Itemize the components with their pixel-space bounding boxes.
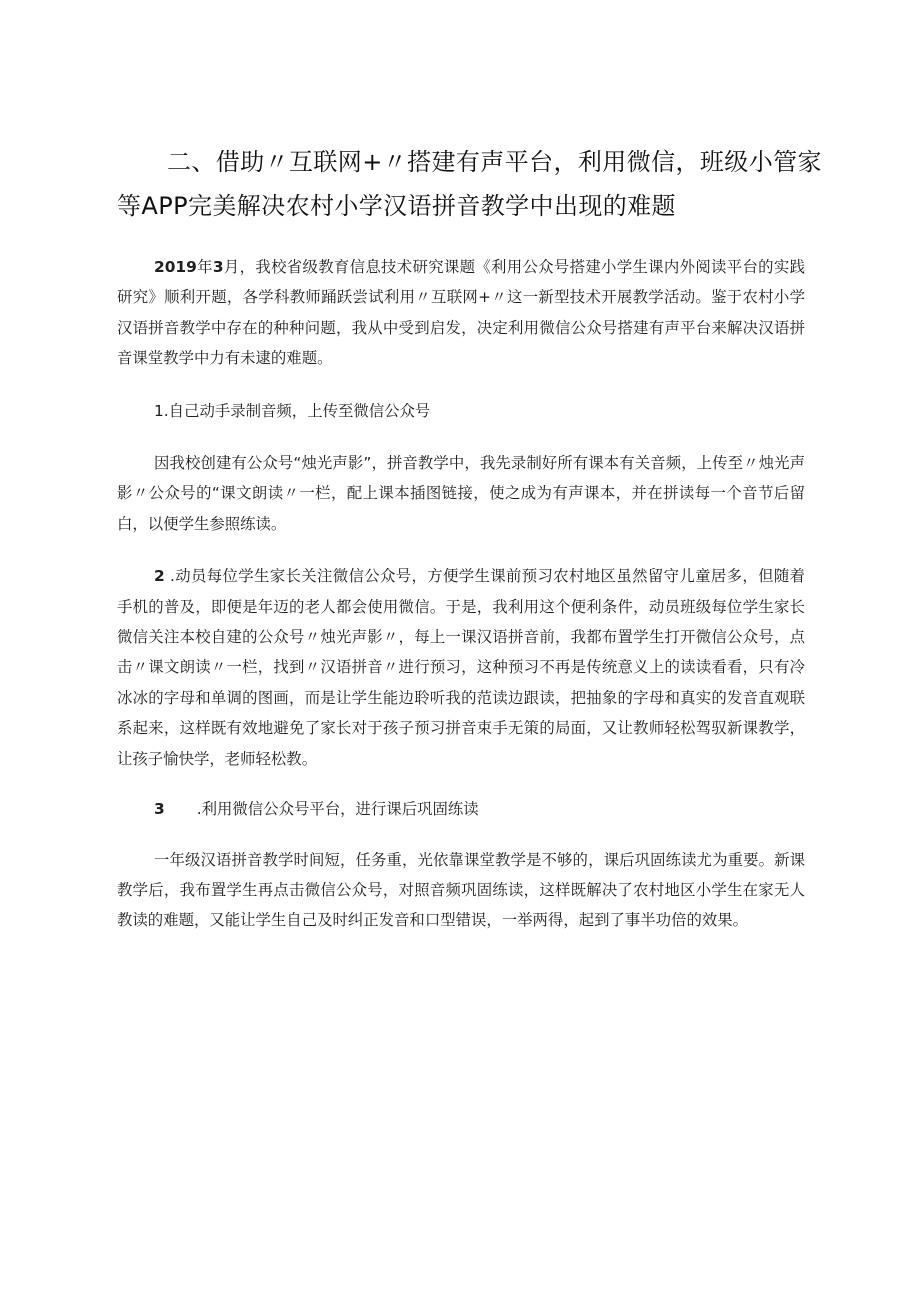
intro-text: 月，我校省级教育信息技术研究课题《利用公众号搭建小学生课内外阅读平台的实践研究》顺利开题，各学科教师踊跃尝试利用〃互联网+〃这一新型技术开展教学活动。鉴于农村小学汉语拼音教学中存在的种种问题，我从中受到启发，决定利用微信公众号搭建有声平台来解决汉语拼音课堂教学中力有未逮的难题。 (117, 258, 805, 368)
section-2-text: .动员每位学生家长关注微信公众号，方便学生课前预习农村地区虽然留守儿童居多，但随着手机的普及，即便是年迈的老人都会使用微信。于是，我利用这个便利条件，动员班级每位学生家长微信关注本校自建的公众号〃烛光声影〃，每上一课汉语拼音前，我都布置学生打开微信公众号，点击〃课文朗读〃一栏，找到〃汉语拼音〃进行预习，这种预习不再是传统意义上的读读看看，只有冷冰冰的字母和单调的图画，而是让学生能边聆听我的范读边跟读，把抽象的字母和真实的发音直观联系起来，这样既有效地避免了家长对于孩子预习拼音束手无策的局面，又让教师轻松驾驭新课教学，让孩子愉快学，老师轻松教。 (117, 567, 805, 768)
section-3-number: 3 (154, 800, 165, 819)
document-page (117, 140, 822, 936)
section-2-number: 2 (154, 567, 165, 586)
intro-year-unit: 年 (196, 258, 213, 276)
document-title (117, 140, 822, 228)
title-line-2: 等APP完美解决农村小学汉语拼音教学中出现的难题 (117, 192, 676, 220)
intro-month: 3 (212, 258, 224, 276)
section-3-heading-text: .利用微信公众号平台，进行课后巩固练读 (196, 800, 479, 819)
section-1-paragraph: 因我校创建有公众号“烛光声影”，拼音教学中，我先录制好所有课本有关音频，上传至〃烛光声影〃公众号的“课文朗读〃一栏，配上课本插图链接，使之成为有声课本，并在拼读每一个音节后留白，以便学生参照练读。 (117, 454, 805, 533)
intro-paragraph (117, 252, 805, 374)
section-3-heading (117, 794, 805, 824)
title-line-1: 二、借助〃互联网+〃搭建有声平台，利用微信，班级小管家 (167, 148, 822, 176)
intro-year: 2019 (154, 258, 197, 276)
section-2-paragraph (117, 561, 805, 774)
section-3-paragraph: 一年级汉语拼音教学时间短，任务重，光依靠课堂教学是不够的，课后巩固练读尤为重要。新课教学后，我布置学生再点击微信公众号，对照音频巩固练读，这样既解决了农村地区小学生在家无人教读的难题，又能让学生自己及时纠正发音和口型错误，一举两得，起到了事半功倍的效果。 (117, 850, 805, 930)
section-1-heading: 1.自己动手录制音频，上传至微信公众号 (154, 401, 431, 420)
